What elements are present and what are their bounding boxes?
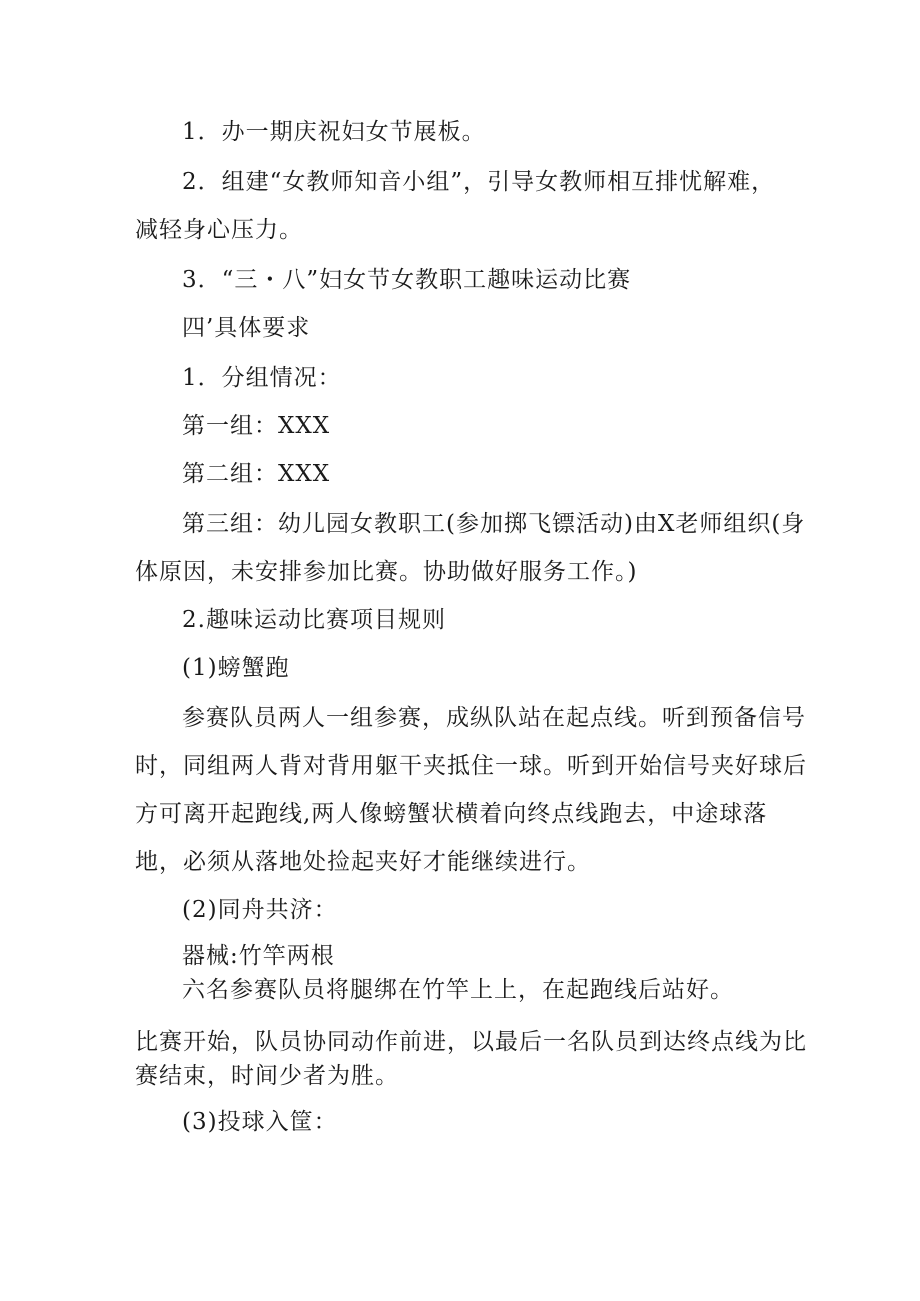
paragraph-continuation: 减轻身心压力。: [135, 217, 303, 243]
paragraph-line: 方可离开起跑线,两人像螃蟹状横着向终点线跑去，中途球落: [135, 801, 768, 827]
paragraph-continuation: 体原因，未安排参加比赛。协助做好服务工作。): [135, 559, 638, 585]
paragraph-line: 赛结束，时间少者为胜。: [135, 1063, 399, 1089]
list-item-sports-contest: 3．“三・八”妇女节女教职工趣味运动比赛: [182, 267, 632, 293]
event-heading-crab-run: (1)螃蟹跑: [182, 655, 290, 681]
group-one-line: 第一组：XXX: [182, 413, 331, 439]
event-heading-same-boat: (2)同舟共济：: [182, 897, 338, 923]
group-two-line: 第二组：XXX: [182, 461, 331, 487]
list-item-display-board: 1．办一期庆祝妇女节展板。: [182, 119, 486, 145]
equipment-line: 器械:竹竿两根: [182, 943, 335, 969]
subheading-rules: 2.趣味运动比赛项目规则: [182, 607, 446, 633]
section-heading-requirements: 四’具体要求: [182, 315, 311, 341]
event-heading-basket-toss: (3)投球入筐：: [182, 1109, 338, 1135]
paragraph-line: 比赛开始，队员协同动作前进，以最后一名队员到达终点线为比: [135, 1029, 807, 1055]
paragraph-line: 参赛队员两人一组参赛，成纵队站在起点线。听到预备信号: [182, 705, 806, 731]
subheading-grouping: 1．分组情况：: [182, 365, 342, 391]
group-three-line: 第三组：幼儿园女教职工(参加掷飞镖活动)由X老师组织(身: [182, 511, 806, 537]
paragraph-line: 时，同组两人背对背用躯干夹抵住一球。听到开始信号夹好球后: [135, 753, 807, 779]
paragraph-line: 地，必须从落地处捡起夹好才能继续进行。: [135, 849, 591, 875]
paragraph-line: 六名参赛队员将腿绑在竹竿上上，在起跑线后站好。: [182, 977, 734, 1003]
list-item-teacher-group: 2．组建“女教师知音小组”，引导女教师相互排忧解难，: [182, 169, 776, 195]
